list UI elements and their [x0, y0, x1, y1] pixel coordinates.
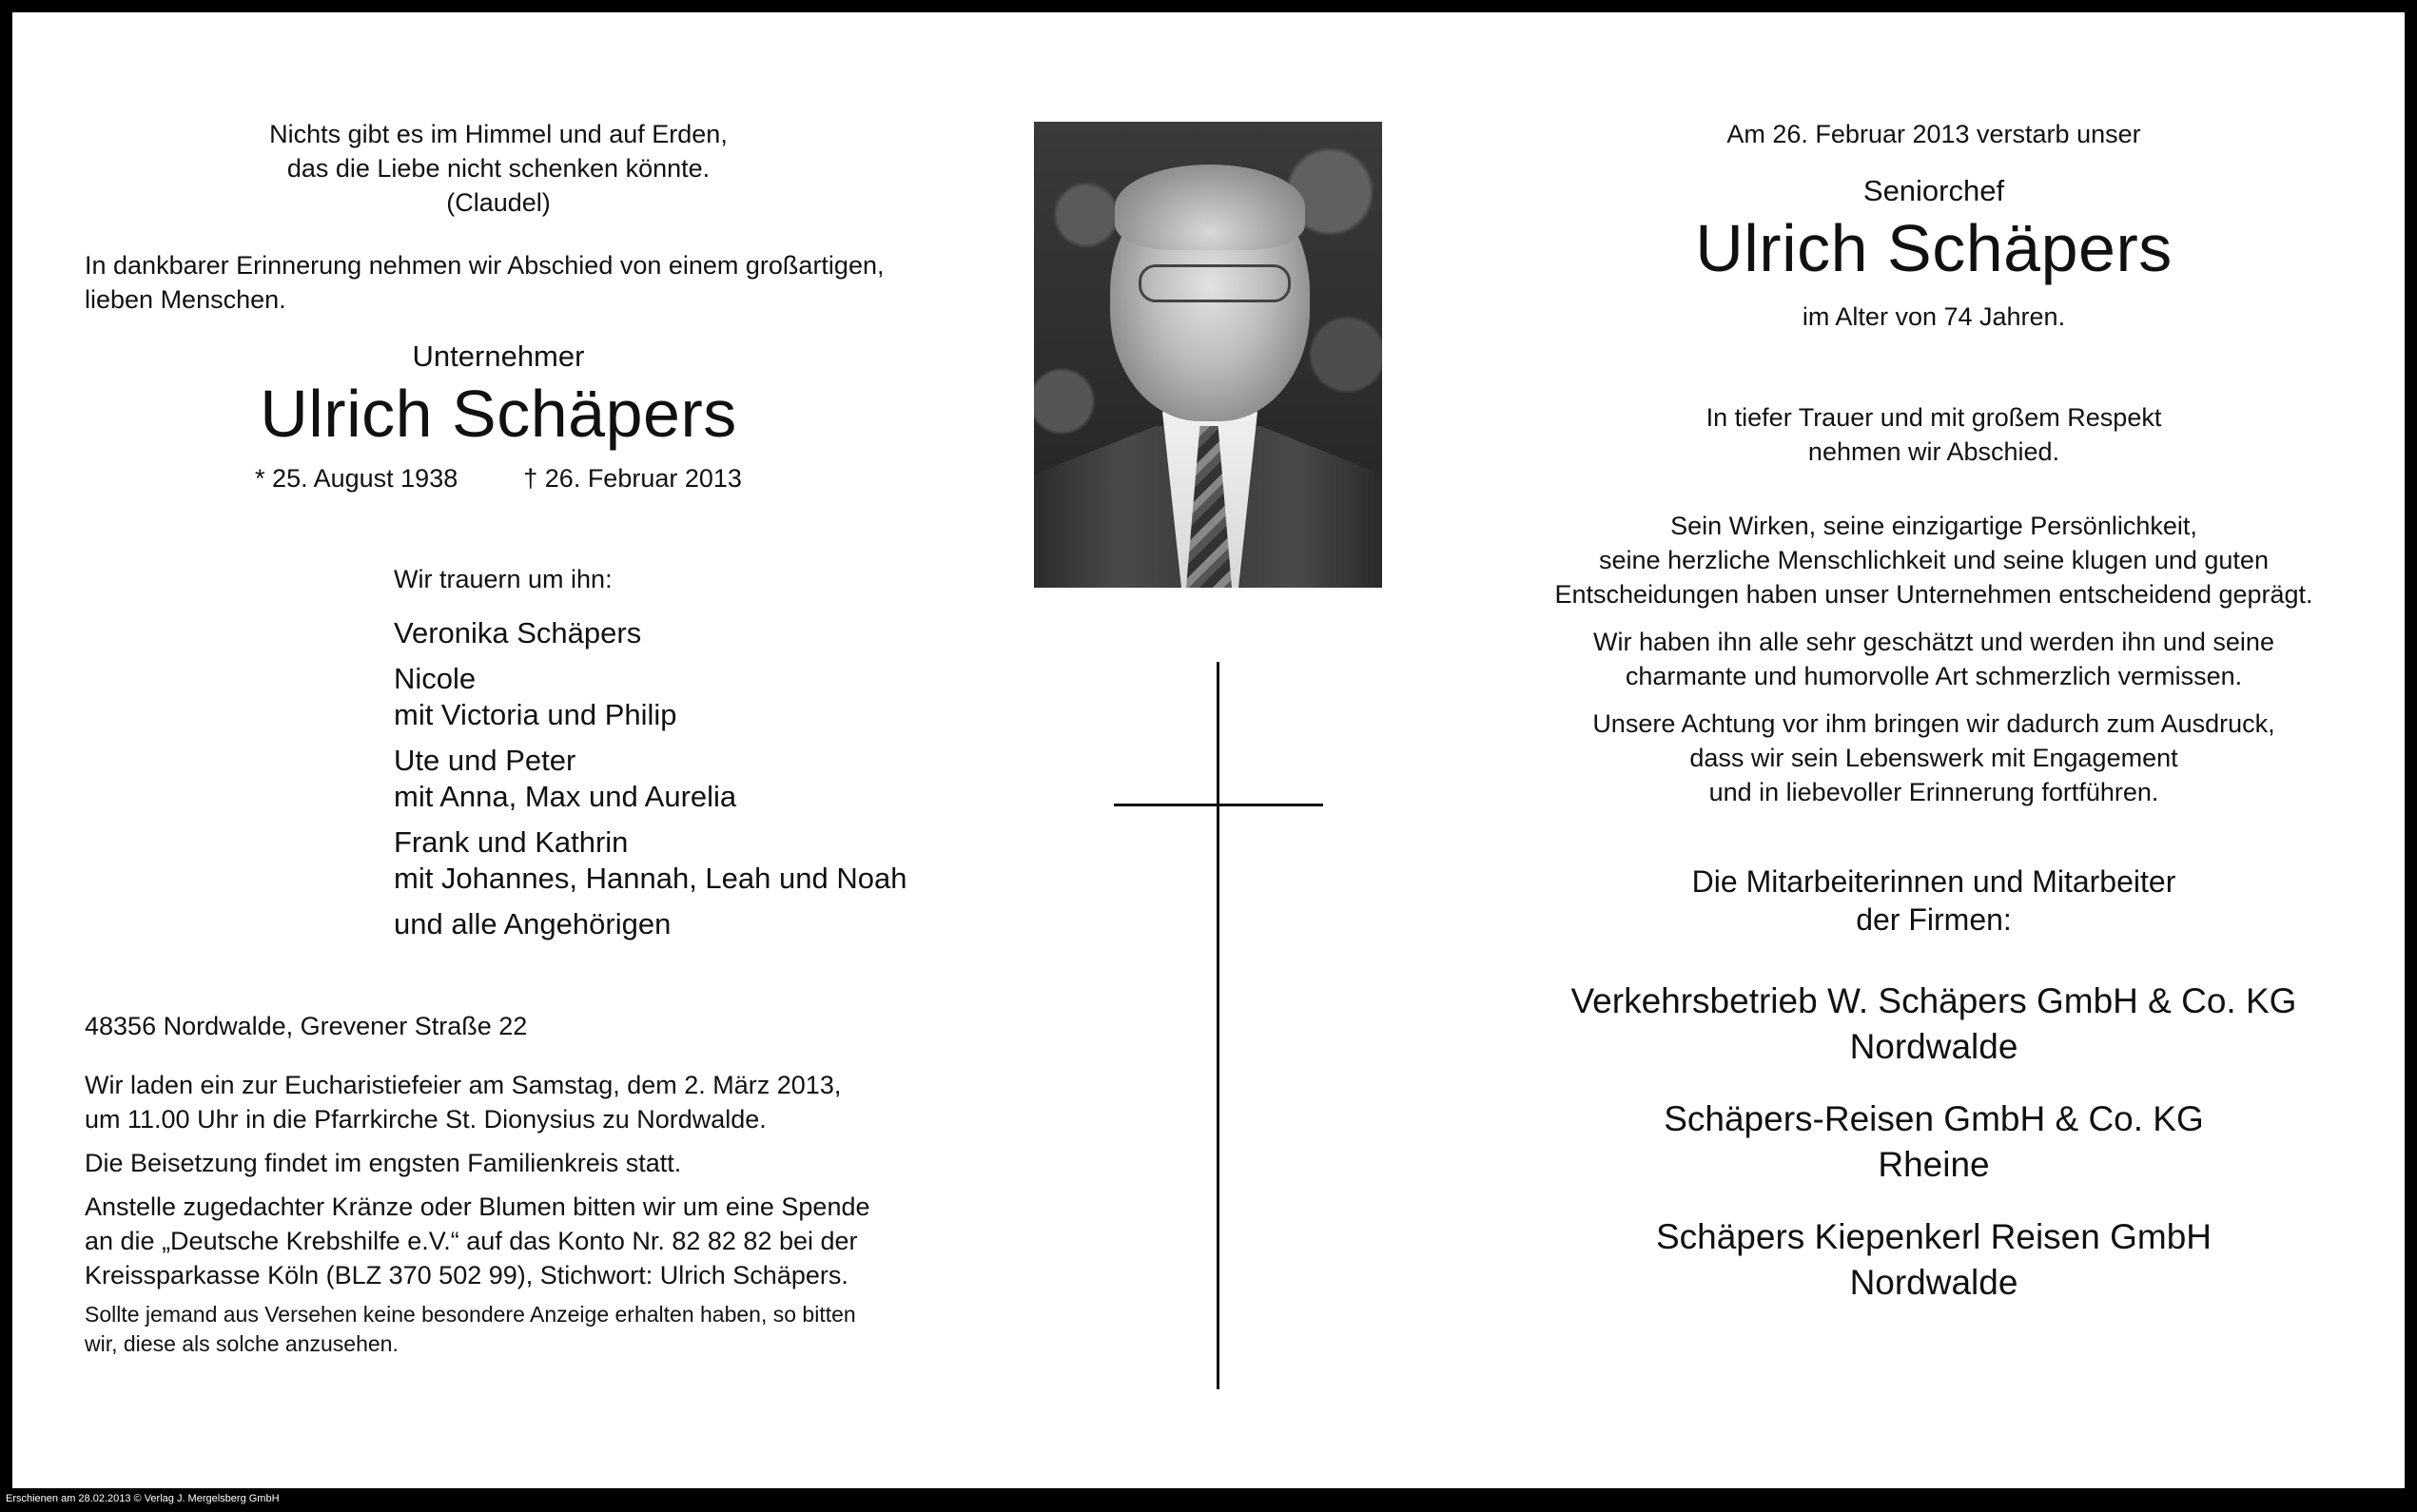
- tribute-line: und in liebevoller Erinnerung fortführen.: [1708, 778, 2159, 806]
- firm-city: Nordwalde: [1849, 1263, 2018, 1302]
- address: 48356 Nordwalde, Grevener Straße 22: [85, 1012, 528, 1040]
- respect-block: [1496, 400, 2371, 469]
- mourn-heading: Wir trauern um ihn:: [394, 565, 613, 593]
- firm-item: [1496, 979, 2371, 1070]
- tribute-line: Unsere Achtung vor ihm bringen wir dadurch zum Ausdruck,: [1592, 709, 2275, 738]
- right-deceased-name: Ulrich Schäpers: [1695, 211, 2173, 285]
- burial-note: Die Beisetzung findet im engsten Familienkreis statt.: [85, 1149, 682, 1177]
- firm-name: Verkehrsbetrieb W. Schäpers GmbH & Co. KG: [1570, 981, 2297, 1020]
- age: im Alter von 74 Jahren.: [1802, 302, 2066, 331]
- cross-icon: [1217, 662, 1219, 1389]
- intro-line: In dankbarer Erinnerung nehmen wir Abschied von einem großartigen,: [85, 251, 885, 280]
- tribute-line: dass wir sein Lebenswerk mit Engagement: [1689, 744, 2178, 772]
- obituary-sheet: [12, 12, 2405, 1488]
- respect-line: In tiefer Trauer und mit großem Respekt: [1706, 403, 2162, 432]
- notice-line: Sollte jemand aus Versehen keine besondere Anzeige erhalten haben, so bitten: [85, 1302, 856, 1327]
- publication-footer: Erschienen am 28.02.2013 © Verlag J. Mergelsberg GmbH: [6, 1493, 280, 1504]
- respect-line: nehmen wir Abschied.: [1807, 437, 2060, 466]
- role-label: Unternehmer: [412, 339, 585, 373]
- tribute-line: Wir haben ihn alle sehr geschätzt und werden ihn und seine: [1593, 628, 2274, 656]
- dates: [85, 461, 912, 495]
- mourner-item: Veronika Schäpers: [394, 616, 642, 649]
- quote-line: Nichts gibt es im Himmel und auf Erden,: [269, 120, 728, 148]
- donation-line: Anstelle zugedachter Kränze oder Blumen bitten wir um eine Spende: [85, 1192, 870, 1221]
- tribute-line: Entscheidungen haben unser Unternehmen entscheidend geprägt.: [1554, 580, 2313, 609]
- right-column: [1496, 117, 2371, 1306]
- notice-line: wir, diese als solche anzusehen.: [85, 1331, 399, 1356]
- right-intro: Am 26. Februar 2013 verstarb unser: [1726, 120, 2141, 148]
- tribute-line: Sein Wirken, seine einzigartige Persönlichkeit,: [1670, 512, 2197, 540]
- mourner-item: Frank und Kathrin: [394, 825, 629, 859]
- deceased-name: Ulrich Schäpers: [260, 377, 737, 451]
- details-block: [85, 1009, 912, 1359]
- quote-author: (Claudel): [446, 188, 551, 217]
- firm-name: Schäpers-Reisen GmbH & Co. KG: [1664, 1099, 2204, 1138]
- mourner-item: Nicole: [394, 662, 477, 695]
- firm-item: [1496, 1096, 2371, 1188]
- intro-block: [85, 248, 912, 317]
- donation-line: Kreissparkasse Köln (BLZ 370 502 99), Stichwort: Ulrich Schäpers.: [85, 1261, 848, 1289]
- service-line: um 11.00 Uhr in die Pfarrkirche St. Dionysius zu Nordwalde.: [85, 1105, 767, 1134]
- death-date: † 26. Februar 2013: [523, 464, 742, 493]
- service-line: Wir laden ein zur Eucharistiefeier am Samstag, dem 2. März 2013,: [85, 1071, 842, 1099]
- firm-name: Schäpers Kiepenkerl Reisen GmbH: [1655, 1217, 2212, 1256]
- mourner-item: und alle Angehörigen: [394, 907, 672, 940]
- mourner-item: mit Anna, Max und Aurelia: [394, 780, 737, 813]
- tribute-para-1: [1496, 509, 2371, 611]
- mourner-item: mit Victoria und Philip: [394, 698, 677, 731]
- firm-item: [1496, 1214, 2371, 1306]
- mourner-item: mit Johannes, Hannah, Leah und Noah: [394, 862, 907, 895]
- birth-date: * 25. August 1938: [255, 464, 458, 493]
- quote-line: das die Liebe nicht schenken könnte.: [286, 154, 711, 183]
- tribute-line: charmante und humorvolle Art schmerzlich vermissen.: [1625, 662, 2243, 690]
- right-role: Seniorchef: [1862, 174, 2005, 207]
- tribute-line: seine herzliche Menschlichkeit und seine klugen und guten: [1599, 546, 2269, 574]
- mourner-item: Ute und Peter: [394, 744, 576, 777]
- intro-line: lieben Menschen.: [85, 285, 286, 314]
- mourners-block: [394, 562, 912, 942]
- tribute-para-3: [1496, 707, 2371, 809]
- portrait-photo: [1034, 122, 1382, 588]
- firm-city: Nordwalde: [1849, 1027, 2018, 1066]
- staff-line: der Firmen:: [1856, 902, 2012, 937]
- quote-block: [85, 117, 912, 220]
- staff-line: Die Mitarbeiterinnen und Mitarbeiter: [1691, 864, 2176, 899]
- tribute-para-2: [1496, 625, 2371, 693]
- staff-block: [1496, 863, 2371, 939]
- left-column: [85, 117, 912, 1359]
- cross-icon: [1114, 804, 1323, 806]
- name-block: [85, 338, 912, 495]
- firm-city: Rheine: [1878, 1145, 1990, 1184]
- donation-line: an die „Deutsche Krebshilfe e.V.“ auf das Konto Nr. 82 82 82 bei der: [85, 1227, 858, 1255]
